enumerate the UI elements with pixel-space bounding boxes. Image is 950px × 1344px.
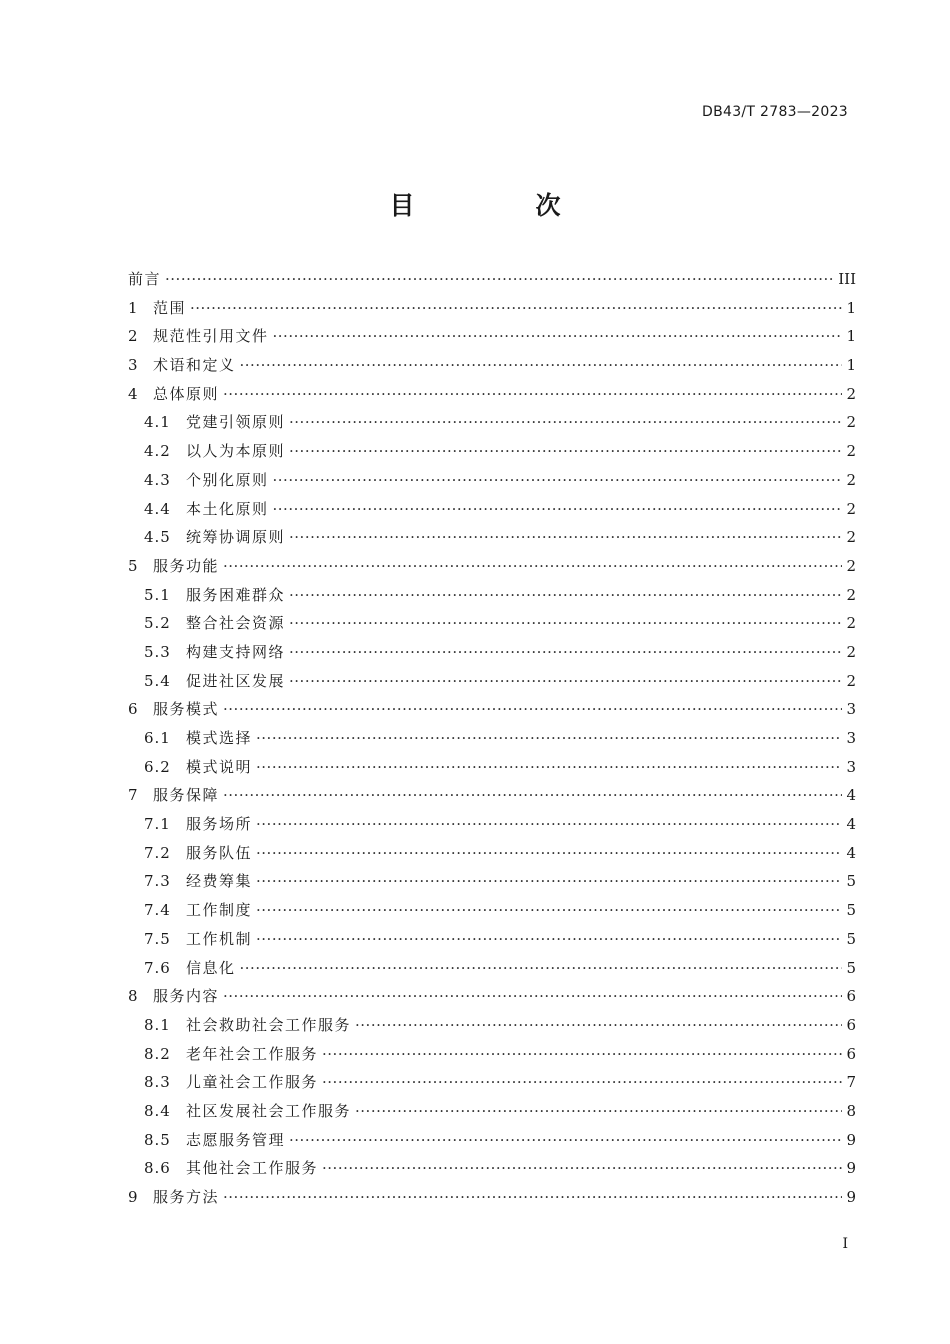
toc-entry-number: 7.1: [144, 815, 171, 834]
toc-entry-number: 7: [128, 786, 139, 805]
toc-entry[interactable]: [128, 925, 856, 954]
toc-leader-dots: [240, 351, 842, 380]
toc-entry[interactable]: [128, 408, 856, 437]
toc-entry-page: 3: [846, 700, 856, 719]
toc-entry-page: 3: [846, 729, 856, 747]
toc-entry-label: 总体原则: [153, 384, 220, 403]
toc-entry-label: 个别化原则: [186, 470, 269, 489]
toc-entry-label: 以人为本原则: [186, 442, 286, 461]
toc-entry-label: 老年社会工作服务: [186, 1044, 319, 1063]
toc-entry-label: 工作制度: [186, 901, 253, 920]
toc-entry-label: 本土化原则: [186, 499, 269, 518]
toc-leader-dots: [223, 982, 842, 1011]
toc-entry-page: 2: [846, 671, 856, 690]
toc-entry-label: 工作机制: [186, 929, 253, 948]
toc-entry-page: 1: [846, 356, 856, 375]
toc-entry-label: 服务困难群众: [186, 585, 286, 604]
toc-entry-label: 构建支持网络: [186, 642, 286, 661]
toc-entry-label: 社会救助社会工作服务: [186, 1015, 352, 1034]
toc-entry[interactable]: [128, 839, 856, 868]
toc-entry-label: 党建引领原则: [186, 413, 286, 432]
toc-entry[interactable]: [128, 867, 856, 896]
toc-entry-label: 模式选择: [186, 729, 253, 747]
toc-entry-number: 5.4: [144, 671, 171, 690]
document-code: DB43/T 2783—2023: [702, 104, 848, 120]
toc-entry[interactable]: [128, 581, 856, 610]
toc-entry-label: 经费筹集: [186, 872, 253, 891]
toc-list: [128, 265, 856, 1212]
toc-entry-number: 2: [128, 327, 139, 346]
toc-entry[interactable]: [128, 322, 856, 351]
toc-leader-dots: [223, 552, 842, 581]
toc-entry-page: 2: [846, 585, 856, 604]
toc-leader-dots: [355, 1097, 842, 1126]
toc-entry-page: 2: [846, 470, 856, 489]
toc-entry-number: 8.3: [144, 1073, 171, 1092]
toc-entry-page: 2: [846, 556, 856, 575]
toc-leader-dots: [273, 495, 842, 524]
toc-entry-number: 3: [128, 356, 139, 375]
toc-entry[interactable]: [128, 1011, 856, 1040]
toc-entry-number: 4.3: [144, 470, 171, 489]
toc-entry[interactable]: [128, 781, 856, 810]
toc-entry-label: 服务方法: [153, 1188, 220, 1206]
toc-entry-page: 4: [846, 843, 856, 862]
toc-entry-label: 服务队伍: [186, 843, 253, 862]
toc-entry-page: 5: [846, 901, 856, 920]
toc-entry[interactable]: [128, 466, 856, 495]
toc-entry[interactable]: [128, 954, 856, 983]
toc-leader-dots: [223, 781, 842, 810]
toc-entry[interactable]: [128, 753, 856, 782]
toc-entry-page: 9: [846, 1159, 856, 1178]
toc-entry-number: 8.5: [144, 1130, 171, 1149]
toc-entry-page: 3: [846, 757, 856, 776]
toc-leader-dots: [256, 810, 842, 839]
toc-entry-label: 其他社会工作服务: [186, 1159, 319, 1178]
toc-entry-label: 术语和定义: [153, 356, 236, 375]
toc-entry-label: 促进社区发展: [186, 671, 286, 690]
toc-entry-page: 2: [846, 528, 856, 547]
toc-entry-page: 7: [846, 1073, 856, 1092]
toc-entry-label: 服务功能: [153, 556, 220, 575]
toc-entry-page: 2: [846, 413, 856, 432]
toc-entry[interactable]: [128, 724, 856, 753]
toc-entry-page: 9: [846, 1130, 856, 1149]
toc-entry[interactable]: [128, 810, 856, 839]
toc-entry-number: 5.3: [144, 642, 171, 661]
toc-entry[interactable]: [128, 294, 856, 323]
toc-entry[interactable]: [128, 495, 856, 524]
toc-entry-page: 6: [846, 1044, 856, 1063]
toc-entry-number: 8: [128, 987, 139, 1006]
toc-entry-number: 7.3: [144, 872, 171, 891]
toc-entry-page: 2: [846, 499, 856, 518]
toc-leader-dots: [322, 1040, 842, 1069]
toc-entry-page: 2: [846, 442, 856, 461]
page-number: I: [842, 1236, 848, 1252]
toc-entry-number: 5.2: [144, 614, 171, 633]
toc-entry-label: 服务场所: [186, 815, 253, 834]
toc-entry-number: 7.5: [144, 929, 171, 948]
toc-entry[interactable]: [128, 380, 856, 409]
toc-entry-page: 4: [846, 815, 856, 834]
toc-leader-dots: [190, 294, 842, 323]
toc-entry-page: 2: [846, 642, 856, 661]
toc-entry-number: 7.6: [144, 958, 171, 977]
toc-leader-dots: [256, 925, 842, 954]
toc-entry-page: III: [838, 270, 856, 288]
toc-leader-dots: [256, 896, 842, 925]
toc-entry[interactable]: [128, 638, 856, 667]
toc-entry-page: 2: [846, 384, 856, 403]
toc-entry[interactable]: [128, 1068, 856, 1097]
toc-entry-page: 5: [846, 929, 856, 948]
toc-leader-dots: [165, 265, 834, 294]
toc-entry-page: 5: [846, 872, 856, 891]
toc-entry-number: 8.6: [144, 1159, 171, 1178]
toc-leader-dots: [273, 322, 842, 351]
toc-entry-page: 6: [846, 987, 856, 1006]
toc-leader-dots: [289, 667, 842, 696]
toc-leader-dots: [322, 1068, 842, 1097]
toc-entry-number: 7.2: [144, 843, 171, 862]
toc-entry-number: 5: [128, 556, 139, 575]
toc-leader-dots: [256, 839, 842, 868]
toc-entry-number: 8.1: [144, 1015, 171, 1034]
toc-leader-dots: [256, 724, 842, 753]
toc-leader-dots: [273, 466, 842, 495]
toc-entry-label: 统筹协调原则: [186, 528, 286, 547]
toc-entry[interactable]: [128, 667, 856, 696]
toc-entry-number: 6.2: [144, 757, 171, 776]
toc-entry-page: 1: [846, 327, 856, 346]
toc-entry-label: 服务保障: [153, 786, 220, 805]
toc-entry-label: 规范性引用文件: [153, 327, 269, 346]
toc-entry-page: 5: [846, 958, 856, 977]
toc-leader-dots: [240, 954, 842, 983]
toc-entry-page: 9: [846, 1188, 856, 1206]
toc-entry-page: 1: [846, 298, 856, 317]
toc-leader-dots: [223, 380, 842, 409]
toc-leader-dots: [256, 867, 842, 896]
toc-entry-page: 2: [846, 614, 856, 633]
toc-entry-number: 4: [128, 384, 139, 403]
toc-entry[interactable]: [128, 437, 856, 466]
toc-leader-dots: [289, 638, 842, 667]
toc-entry-page: 6: [846, 1015, 856, 1034]
toc-entry[interactable]: [128, 695, 856, 724]
toc-entry-number: 8.4: [144, 1101, 171, 1120]
toc-leader-dots: [223, 1183, 842, 1212]
toc-entry-page: 8: [846, 1101, 856, 1120]
toc-entry-number: 1: [128, 298, 139, 317]
toc-entry-label: 整合社会资源: [186, 614, 286, 633]
toc-entry[interactable]: [128, 1097, 856, 1126]
toc-entry-number: 6: [128, 700, 139, 719]
toc-entry-label: 前言: [128, 270, 162, 288]
toc-entry-number: 7.4: [144, 901, 171, 920]
toc-entry[interactable]: [128, 1154, 856, 1183]
toc-entry-label: 服务模式: [153, 700, 220, 719]
toc-entry-number: 5.1: [144, 585, 171, 604]
toc-leader-dots: [289, 609, 842, 638]
toc-entry[interactable]: [128, 552, 856, 581]
toc-entry[interactable]: [128, 896, 856, 925]
toc-entry-label: 模式说明: [186, 757, 253, 776]
toc-entry[interactable]: [128, 609, 856, 638]
toc-leader-dots: [289, 408, 842, 437]
toc-leader-dots: [289, 581, 842, 610]
toc-leader-dots: [289, 437, 842, 466]
toc-entry-number: 6.1: [144, 729, 171, 747]
toc-entry[interactable]: [128, 1040, 856, 1069]
toc-entry[interactable]: [128, 523, 856, 552]
toc-entry-label: 服务内容: [153, 987, 220, 1006]
toc-entry[interactable]: [128, 982, 856, 1011]
toc-leader-dots: [223, 695, 842, 724]
toc-entry-label: 范围: [153, 298, 187, 317]
toc-entry[interactable]: [128, 1126, 856, 1155]
toc-entry-label: 志愿服务管理: [186, 1130, 286, 1149]
toc-leader-dots: [322, 1154, 842, 1183]
toc-entry[interactable]: [128, 351, 856, 380]
toc-entry[interactable]: [128, 265, 856, 294]
toc-entry-label: 社区发展社会工作服务: [186, 1101, 352, 1120]
toc-entry-number: 4.5: [144, 528, 171, 547]
toc-entry-label: 儿童社会工作服务: [186, 1073, 319, 1092]
toc-entry-number: 8.2: [144, 1044, 171, 1063]
toc-leader-dots: [256, 753, 842, 782]
toc-entry-label: 信息化: [186, 958, 236, 977]
toc-entry-number: 4.2: [144, 442, 171, 461]
toc-title: 目 次: [389, 191, 609, 220]
toc-entry-page: 4: [846, 786, 856, 805]
toc-leader-dots: [289, 1126, 842, 1155]
toc-entry-number: 4.1: [144, 413, 171, 432]
toc-leader-dots: [289, 523, 842, 552]
toc-entry-number: 9: [128, 1188, 139, 1206]
toc-entry-number: 4.4: [144, 499, 171, 518]
toc-entry[interactable]: [128, 1183, 856, 1212]
toc-leader-dots: [355, 1011, 842, 1040]
